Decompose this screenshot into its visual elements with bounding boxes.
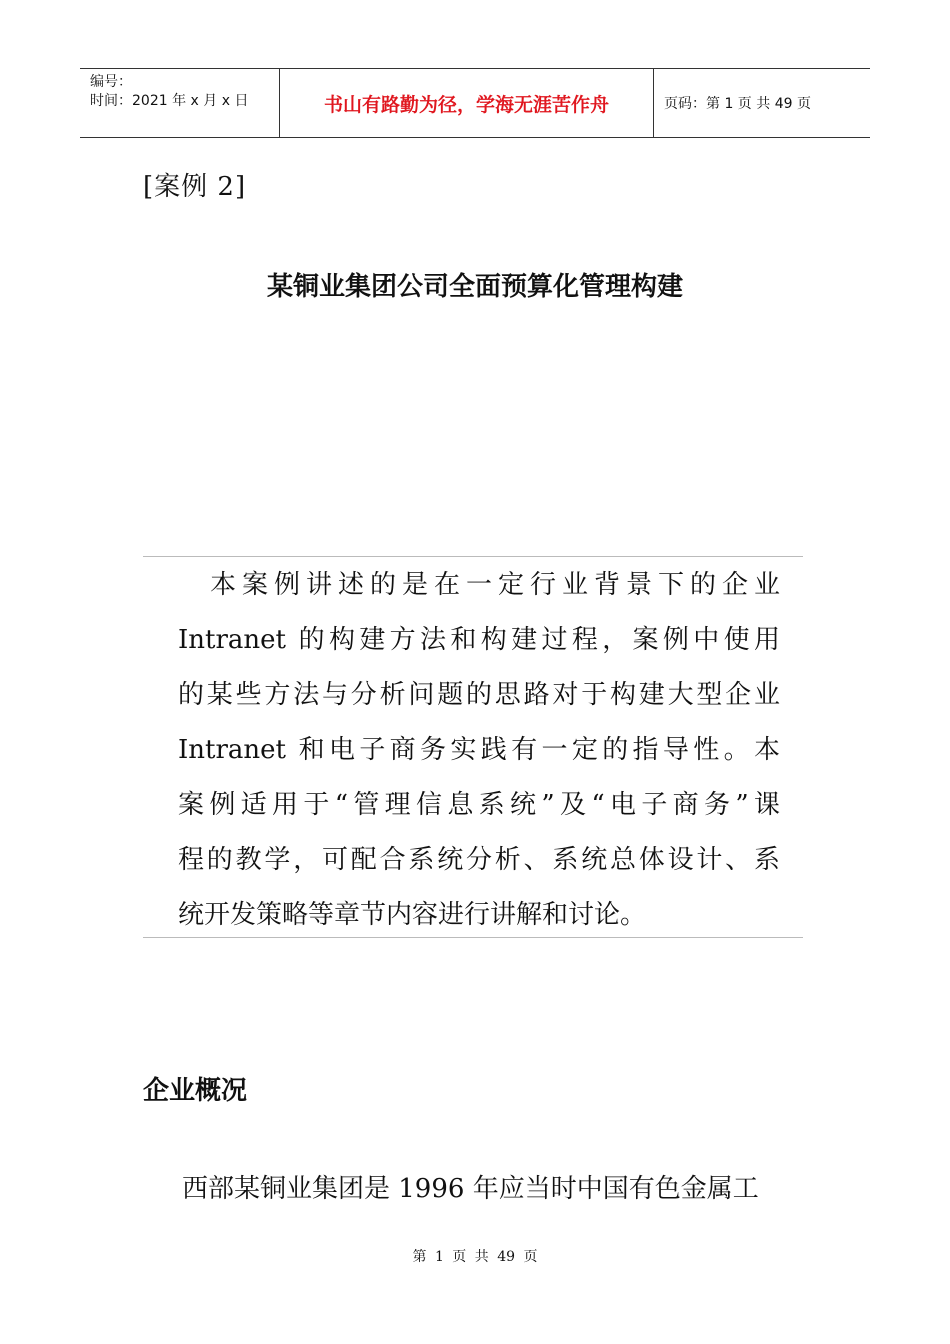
abstract-line: 案例适用于“管理信息系统”及“电子商务”课 [178, 790, 780, 820]
document-title: 某铜业集团公司全面预算化管理构建 [266, 272, 683, 302]
header-page-info: 页码：第 1 页 共 49 页 [664, 96, 811, 112]
abstract-line: 本案例讲述的是在一定行业背景下的企业 [210, 570, 780, 600]
header-motto: 书山有路勤为径，学海无涯苦作舟 [280, 69, 654, 137]
header-time-label: 时间：2021 年 x 月 x 日 [90, 93, 249, 109]
abstract-line: 的某些方法与分析问题的思路对于构建大型企业 [178, 680, 780, 710]
abstract-line: Intranet 和电子商务实践有一定的指导性。本 [178, 735, 780, 765]
abstract-line: 统开发策略等章节内容进行讲解和讨论。 [178, 900, 647, 930]
case-label: [案例 2] [143, 172, 247, 202]
header-meta-cell [80, 69, 280, 137]
header-number-label: 编号： [90, 74, 132, 90]
document-header [80, 68, 870, 138]
page-footer: 第 1 页 共 49 页 [412, 1249, 538, 1265]
abstract-line: 程的教学，可配合系统分析、系统总体设计、系 [178, 845, 780, 875]
abstract-block [178, 558, 780, 943]
body-paragraph-line: 西部某铜业集团是 1996 年应当时中国有色金属工 [182, 1174, 759, 1204]
section-heading: 企业概况 [143, 1076, 248, 1106]
abstract-line: Intranet 的构建方法和构建过程，案例中使用 [178, 625, 780, 655]
abstract-top-rule [143, 556, 803, 557]
abstract-bottom-rule [143, 937, 803, 938]
